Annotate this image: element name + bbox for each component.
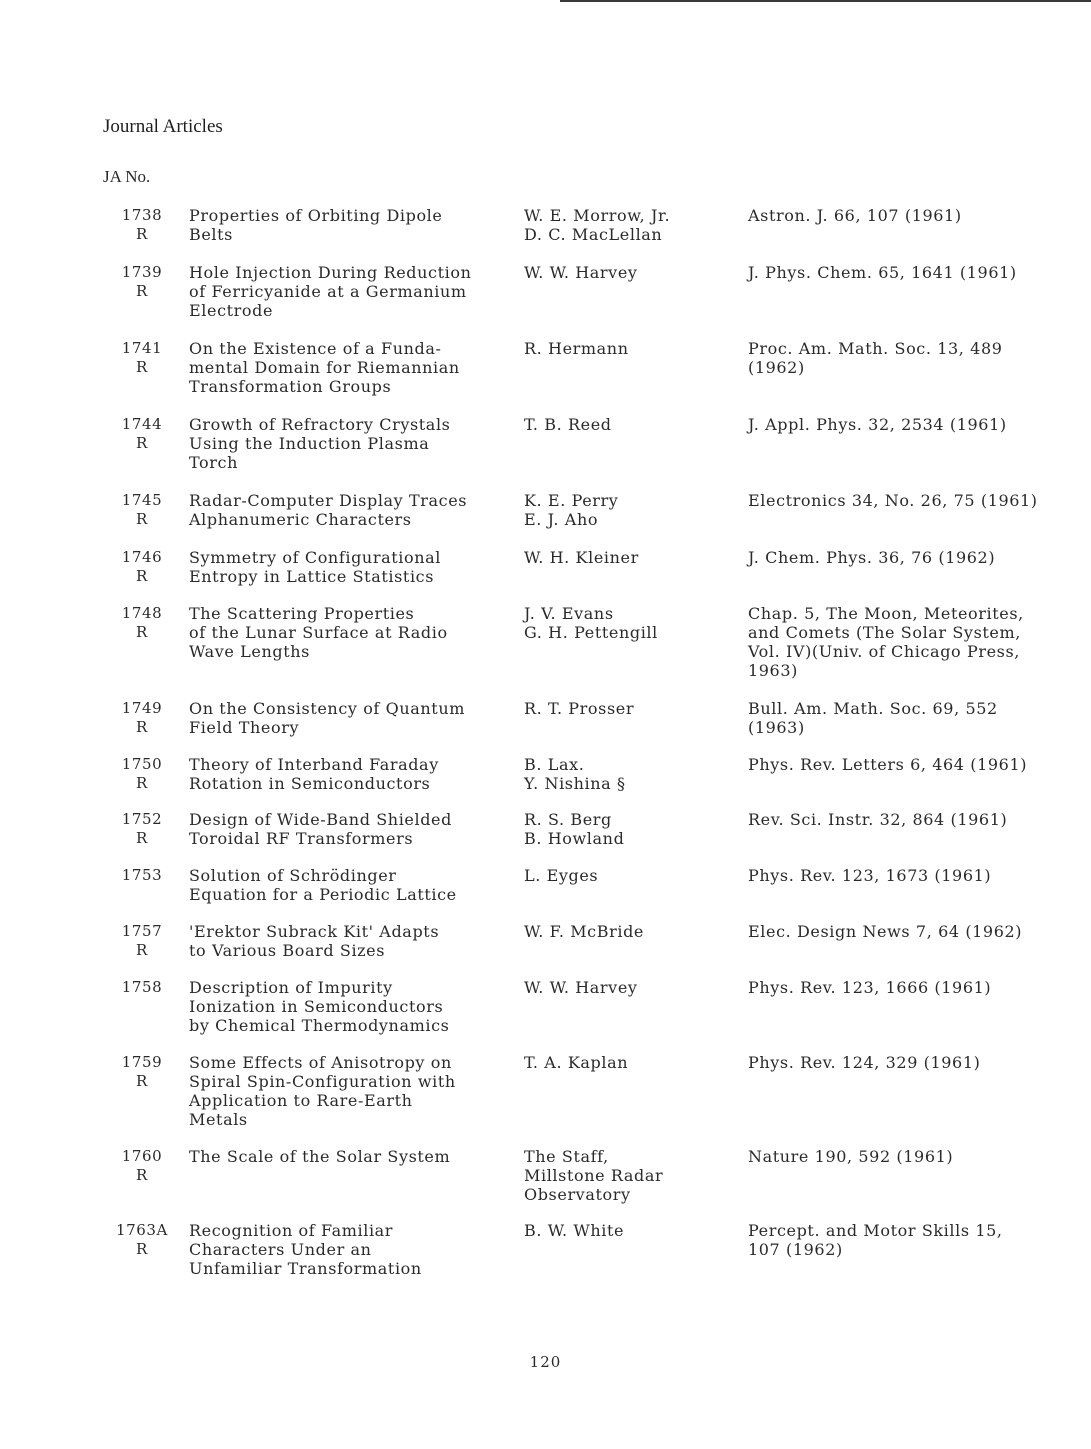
- entry-title-line: Theory of Interband Faraday: [189, 755, 439, 774]
- entry-citation-line: Astron. J. 66, 107 (1961): [748, 206, 962, 225]
- entry-number: [112, 699, 172, 737]
- entry-title-line: Transformation Groups: [189, 377, 392, 396]
- entry-citation-line: (1962): [748, 358, 805, 377]
- ja-number: 1738: [121, 206, 163, 224]
- entry-authors-line: B. Howland: [524, 829, 625, 848]
- entry-authors-line: J. V. Evans: [524, 604, 614, 623]
- entry-authors-line: L. Eyges: [524, 866, 599, 885]
- entry-citation: [748, 491, 1068, 510]
- entry-number: [112, 810, 172, 848]
- entry-authors: [524, 866, 724, 885]
- entry-citation-line: Phys. Rev. 123, 1666 (1961): [748, 978, 992, 997]
- entry-title-line: of the Lunar Surface at Radio: [189, 623, 448, 642]
- entry-title-line: Solution of Schrödinger: [189, 866, 397, 885]
- entry-authors-line: W. W. Harvey: [524, 263, 638, 282]
- entry-authors: [524, 1053, 724, 1072]
- entry-title: [189, 755, 509, 793]
- entry-title-line: Belts: [189, 225, 233, 244]
- entry-number: [112, 1221, 172, 1259]
- entry-title-line: 'Erektor Subrack Kit' Adapts: [189, 922, 440, 941]
- entry-citation-line: and Comets (The Solar System,: [748, 623, 1021, 642]
- entry-authors-line: W. W. Harvey: [524, 978, 638, 997]
- section-title: Journal Articles: [103, 116, 223, 137]
- entry-title-line: Design of Wide-Band Shielded: [189, 810, 452, 829]
- column-label: JA No.: [103, 167, 151, 186]
- reprint-mark: R: [136, 567, 148, 585]
- top-rule: [560, 0, 1091, 2]
- entry-title: [189, 922, 509, 960]
- entry-title-line: Ionization in Semiconductors: [189, 997, 444, 1016]
- entry-number: [112, 491, 172, 529]
- entry-citation-line: Rev. Sci. Instr. 32, 864 (1961): [748, 810, 1008, 829]
- entry-citation-line: J. Chem. Phys. 36, 76 (1962): [748, 548, 996, 567]
- reprint-mark: R: [136, 623, 148, 641]
- entry-number: [112, 339, 172, 377]
- entry-citation: [748, 1221, 1068, 1259]
- ja-number: 1748: [121, 604, 163, 622]
- entry-title-line: Equation for a Periodic Lattice: [189, 885, 457, 904]
- entry-title-line: Using the Induction Plasma: [189, 434, 430, 453]
- ja-number: 1749: [121, 699, 163, 717]
- entry-number: [112, 978, 172, 997]
- entry-title-line: Alphanumeric Characters: [189, 510, 412, 529]
- entry-authors-line: B. W. White: [524, 1221, 625, 1240]
- entry-citation: [748, 548, 1068, 567]
- reprint-mark: R: [136, 1240, 148, 1258]
- entry-authors-line: W. H. Kleiner: [524, 548, 639, 567]
- entry-title-line: The Scale of the Solar System: [189, 1147, 451, 1166]
- entry-authors-line: E. J. Aho: [524, 510, 599, 529]
- entry-title: [189, 263, 509, 320]
- entry-citation-line: Elec. Design News 7, 64 (1962): [748, 922, 1023, 941]
- entry-citation-line: J. Phys. Chem. 65, 1641 (1961): [748, 263, 1017, 282]
- entry-authors-line: Millstone Radar: [524, 1166, 664, 1185]
- entry-authors-line: B. Lax.: [524, 755, 585, 774]
- entry-citation: [748, 206, 1068, 225]
- ja-number: 1758: [121, 978, 163, 996]
- entry-authors-line: D. C. MacLellan: [524, 225, 663, 244]
- entry-title: [189, 491, 509, 529]
- entry-title: [189, 604, 509, 661]
- page-number: 120: [529, 1353, 562, 1371]
- entry-citation: [748, 978, 1068, 997]
- entry-title-line: Description of Impurity: [189, 978, 393, 997]
- entry-title-line: The Scattering Properties: [189, 604, 415, 623]
- entry-title-line: Rotation in Semiconductors: [189, 774, 431, 793]
- entry-citation: [748, 263, 1068, 282]
- entry-title-line: Hole Injection During Reduction: [189, 263, 472, 282]
- entry-title-line: Unfamiliar Transformation: [189, 1259, 422, 1278]
- ja-number: 1744: [121, 415, 163, 433]
- entry-authors-line: W. F. McBride: [524, 922, 644, 941]
- entry-number: [112, 415, 172, 453]
- entry-title: [189, 866, 509, 904]
- entry-citation: [748, 755, 1068, 774]
- entry-authors: [524, 491, 724, 529]
- reprint-mark: R: [136, 282, 148, 300]
- ja-number: 1759: [121, 1053, 163, 1071]
- entry-citation-line: Nature 190, 592 (1961): [748, 1147, 954, 1166]
- entry-title-line: Electrode: [189, 301, 274, 320]
- entry-authors-line: T. B. Reed: [524, 415, 612, 434]
- entry-citation-line: Chap. 5, The Moon, Meteorites,: [748, 604, 1024, 623]
- entry-title: [189, 1147, 509, 1166]
- entry-authors: [524, 922, 724, 941]
- entry-title-line: by Chemical Thermodynamics: [189, 1016, 450, 1035]
- ja-number: 1757: [121, 922, 163, 940]
- entry-citation-line: J. Appl. Phys. 32, 2534 (1961): [748, 415, 1007, 434]
- entry-title-line: of Ferricyanide at a Germanium: [189, 282, 467, 301]
- ja-number: 1741: [121, 339, 163, 357]
- entry-authors: [524, 978, 724, 997]
- entry-authors: [524, 263, 724, 282]
- ja-number: 1750: [121, 755, 163, 773]
- entry-title: [189, 1221, 509, 1278]
- entry-number: [112, 1053, 172, 1091]
- entry-title-line: Growth of Refractory Crystals: [189, 415, 451, 434]
- entry-title-line: mental Domain for Riemannian: [189, 358, 460, 377]
- entry-authors-line: Y. Nishina §: [524, 774, 626, 793]
- entry-authors: [524, 206, 724, 244]
- entry-citation: [748, 810, 1068, 829]
- entry-citation-line: Phys. Rev. 124, 329 (1961): [748, 1053, 981, 1072]
- entry-number: [112, 206, 172, 244]
- entry-citation: [748, 415, 1068, 434]
- entry-number: [112, 548, 172, 586]
- entry-authors-line: R. Hermann: [524, 339, 629, 358]
- entry-title-line: Spiral Spin-Configuration with: [189, 1072, 456, 1091]
- entry-citation-line: (1963): [748, 718, 805, 737]
- entry-title-line: Properties of Orbiting Dipole: [189, 206, 443, 225]
- entry-authors: [524, 339, 724, 358]
- ja-number: 1745: [121, 491, 163, 509]
- entry-title-line: Symmetry of Configurational: [189, 548, 441, 567]
- reprint-mark: R: [136, 1166, 148, 1184]
- entry-title-line: Some Effects of Anisotropy on: [189, 1053, 452, 1072]
- entry-citation-line: Phys. Rev. 123, 1673 (1961): [748, 866, 992, 885]
- entry-title-line: Recognition of Familiar: [189, 1221, 394, 1240]
- ja-number: 1739: [121, 263, 163, 281]
- entry-authors-line: W. E. Morrow, Jr.: [524, 206, 671, 225]
- reprint-mark: R: [136, 829, 148, 847]
- entry-title-line: On the Existence of a Funda-: [189, 339, 442, 358]
- entry-authors: [524, 1221, 724, 1240]
- entry-citation-line: Electronics 34, No. 26, 75 (1961): [748, 491, 1038, 510]
- entry-number: [112, 263, 172, 301]
- entry-citation-line: Bull. Am. Math. Soc. 69, 552: [748, 699, 998, 718]
- entry-title-line: Torch: [189, 453, 238, 472]
- entry-title-line: Field Theory: [189, 718, 300, 737]
- entry-title: [189, 415, 509, 472]
- entry-authors: [524, 548, 724, 567]
- reprint-mark: R: [136, 774, 148, 792]
- entry-title-line: Toroidal RF Transformers: [189, 829, 414, 848]
- reprint-mark: R: [136, 358, 148, 376]
- entry-authors: [524, 755, 724, 793]
- entry-citation-line: 107 (1962): [748, 1240, 843, 1259]
- entry-title: [189, 206, 509, 244]
- ja-number: 1746: [121, 548, 163, 566]
- entry-authors: [524, 699, 724, 718]
- entry-title: [189, 978, 509, 1035]
- entry-title-line: Characters Under an: [189, 1240, 372, 1259]
- entry-citation: [748, 604, 1068, 680]
- ja-number: 1753: [121, 866, 163, 884]
- entry-citation-line: 1963): [748, 661, 798, 680]
- reprint-mark: R: [136, 510, 148, 528]
- entry-title-line: to Various Board Sizes: [189, 941, 386, 960]
- entry-number: [112, 1147, 172, 1185]
- reprint-mark: R: [136, 434, 148, 452]
- entry-title: [189, 339, 509, 396]
- entry-title-line: Metals: [189, 1110, 248, 1129]
- entry-number: [112, 922, 172, 960]
- reprint-mark: R: [136, 718, 148, 736]
- entry-title-line: Entropy in Lattice Statistics: [189, 567, 435, 586]
- entry-citation: [748, 1053, 1068, 1072]
- ja-number: 1752: [121, 810, 163, 828]
- entry-authors-line: R. T. Prosser: [524, 699, 635, 718]
- entry-citation-line: Phys. Rev. Letters 6, 464 (1961): [748, 755, 1028, 774]
- entry-title-line: On the Consistency of Quantum: [189, 699, 466, 718]
- entry-citation-line: Proc. Am. Math. Soc. 13, 489: [748, 339, 1003, 358]
- ja-number: 1760: [121, 1147, 163, 1165]
- entry-authors-line: Observatory: [524, 1185, 631, 1204]
- entry-citation: [748, 699, 1068, 737]
- entry-authors: [524, 810, 724, 848]
- entry-citation: [748, 866, 1068, 885]
- entry-title-line: Wave Lengths: [189, 642, 310, 661]
- entry-citation-line: Vol. IV)(Univ. of Chicago Press,: [748, 642, 1020, 661]
- entry-citation-line: Percept. and Motor Skills 15,: [748, 1221, 1003, 1240]
- entry-authors-line: The Staff,: [524, 1147, 609, 1166]
- entry-authors-line: K. E. Perry: [524, 491, 619, 510]
- entry-citation: [748, 1147, 1068, 1166]
- entry-title: [189, 1053, 509, 1129]
- entry-title-line: Application to Rare-Earth: [189, 1091, 413, 1110]
- entry-title-line: Radar-Computer Display Traces: [189, 491, 468, 510]
- entry-number: [112, 604, 172, 642]
- entry-citation: [748, 922, 1068, 941]
- entry-authors-line: R. S. Berg: [524, 810, 612, 829]
- entry-authors: [524, 1147, 724, 1204]
- entry-title: [189, 699, 509, 737]
- entry-authors: [524, 415, 724, 434]
- entry-authors: [524, 604, 724, 642]
- entry-citation: [748, 339, 1068, 377]
- reprint-mark: R: [136, 1072, 148, 1090]
- entry-title: [189, 548, 509, 586]
- entry-number: [112, 866, 172, 885]
- entry-number: [112, 755, 172, 793]
- reprint-mark: R: [136, 225, 148, 243]
- entry-authors-line: G. H. Pettengill: [524, 623, 658, 642]
- reprint-mark: R: [136, 941, 148, 959]
- entry-title: [189, 810, 509, 848]
- entry-authors-line: T. A. Kaplan: [524, 1053, 629, 1072]
- ja-number: 1763A: [115, 1221, 168, 1239]
